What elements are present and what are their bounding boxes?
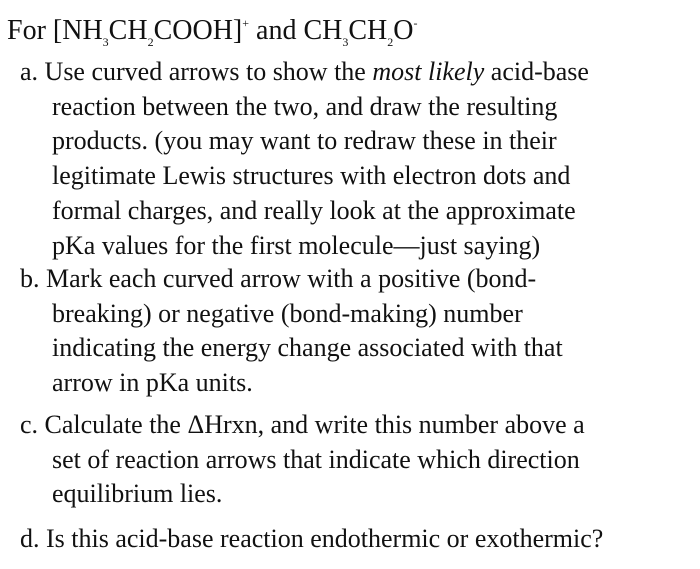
header-subscript: 3 xyxy=(102,35,109,49)
item-a-line: legitimate Lewis structures with electron dots and xyxy=(52,161,571,191)
item-d-line: d. Is this acid-base reaction endothermic or exothermic? xyxy=(20,524,604,553)
item-a-text: a. Use curved arrows to show the xyxy=(20,57,373,86)
item-a-line: reaction between the two, and draw the resulting xyxy=(52,91,558,121)
item-c-line: c. Calculate the ΔHrxn, and write this number above a xyxy=(20,410,585,439)
item-b-line: b. Mark each curved arrow with a positive (bond- xyxy=(20,264,537,293)
header-text: COOH] xyxy=(153,15,243,46)
item-a-line: formal charges, and really look at the approximate xyxy=(52,195,576,225)
question-item-b xyxy=(20,262,563,401)
header-text: CH xyxy=(108,15,148,46)
header-subscript: 2 xyxy=(387,35,394,49)
header-text-prefix: For [NH xyxy=(7,15,103,46)
item-b-line: arrow in pKa units. xyxy=(52,368,253,398)
question-item-d xyxy=(20,522,603,557)
item-a-line: pKa values for the first molecule—just saying) xyxy=(52,230,541,260)
item-a-line-1 xyxy=(20,55,589,90)
item-b-line: indicating the energy change associated with that xyxy=(52,333,563,363)
question-header xyxy=(7,14,418,48)
item-c-line: set of reaction arrows that indicate which direction xyxy=(52,444,580,474)
question-item-c xyxy=(20,408,585,512)
header-subscript: 2 xyxy=(147,35,154,49)
header-superscript: - xyxy=(413,16,418,30)
item-a-emphasis: most likely xyxy=(372,57,485,86)
header-text: and CH xyxy=(249,15,343,46)
header-subscript: 3 xyxy=(342,35,349,49)
header-text: CH xyxy=(348,15,388,46)
header-superscript: + xyxy=(242,16,250,30)
item-a-text: acid-base xyxy=(484,57,589,86)
item-b-line: breaking) or negative (bond-making) number xyxy=(52,298,523,328)
header-text: O xyxy=(393,15,414,46)
item-a-line: products. (you may want to redraw these in their xyxy=(52,126,557,156)
item-c-line: equilibrium lies. xyxy=(52,479,223,509)
question-item-a xyxy=(20,55,589,263)
